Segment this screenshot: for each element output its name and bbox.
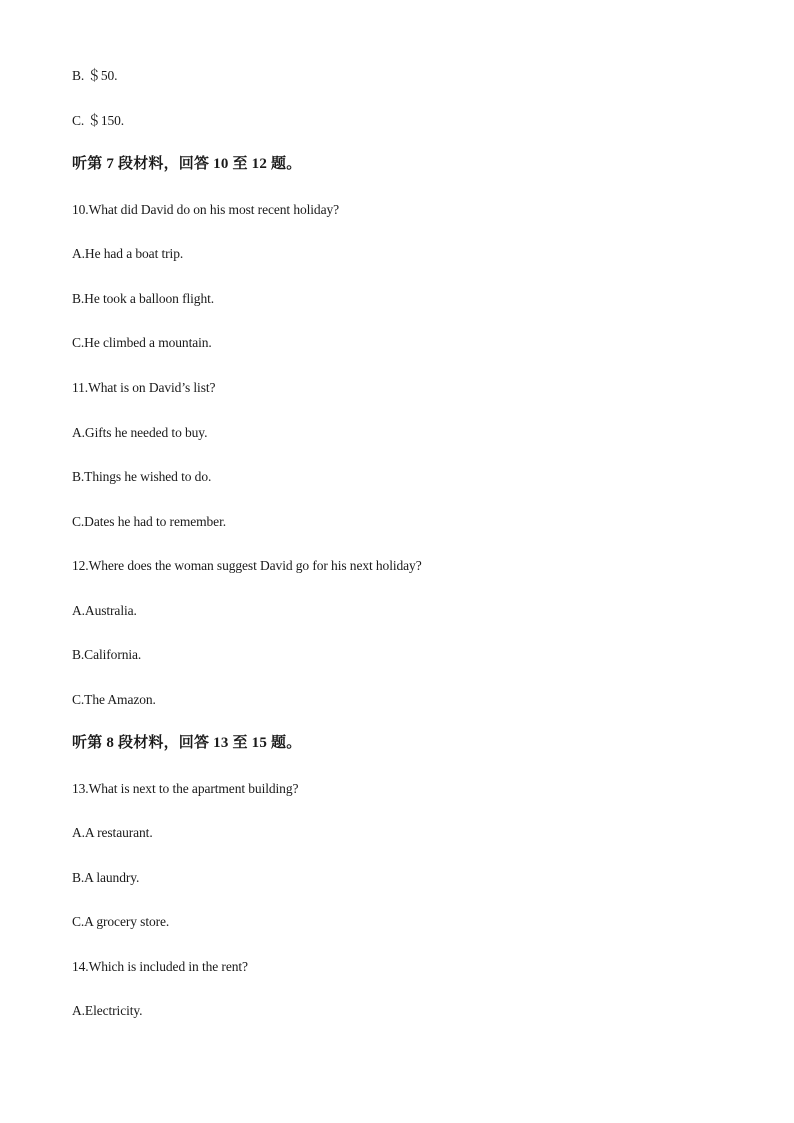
- option-b-q13: B.A laundry.: [72, 870, 140, 885]
- option-c-q13: C.A grocery store.: [72, 914, 170, 929]
- option-a-q12: A.Australia.: [72, 603, 137, 618]
- option-c-q12: C.The Amazon.: [72, 692, 156, 707]
- option-a-q10: A.He had a boat trip.: [72, 246, 184, 261]
- option-c-q10: C.He climbed a mountain.: [72, 335, 212, 350]
- option-c-q11: C.Dates he had to remember.: [72, 514, 227, 529]
- question-14: 14.Which is included in the rent?: [72, 959, 248, 974]
- question-12: 12.Where does the woman suggest David go for his next holiday?: [72, 558, 422, 573]
- section-heading-7: 听第 7 段材料，回答 10 至 12 题。: [72, 156, 302, 172]
- option-c-q9: C. ＄150.: [72, 113, 125, 128]
- option-a-q13: A.A restaurant.: [72, 825, 153, 840]
- question-10: 10.What did David do on his most recent holiday?: [72, 202, 340, 217]
- question-11: 11.What is on David’s list?: [72, 380, 216, 395]
- option-a-q14: A.Electricity.: [72, 1003, 143, 1018]
- option-b-q11: B.Things he wished to do.: [72, 469, 212, 484]
- question-13: 13.What is next to the apartment building?: [72, 781, 299, 796]
- option-a-q11: A.Gifts he needed to buy.: [72, 425, 208, 440]
- option-b-q10: B.He took a balloon flight.: [72, 291, 215, 306]
- option-b-q9: B. ＄50.: [72, 68, 118, 83]
- option-b-q12: B.California.: [72, 647, 142, 662]
- section-heading-8: 听第 8 段材料，回答 13 至 15 题。: [72, 735, 302, 751]
